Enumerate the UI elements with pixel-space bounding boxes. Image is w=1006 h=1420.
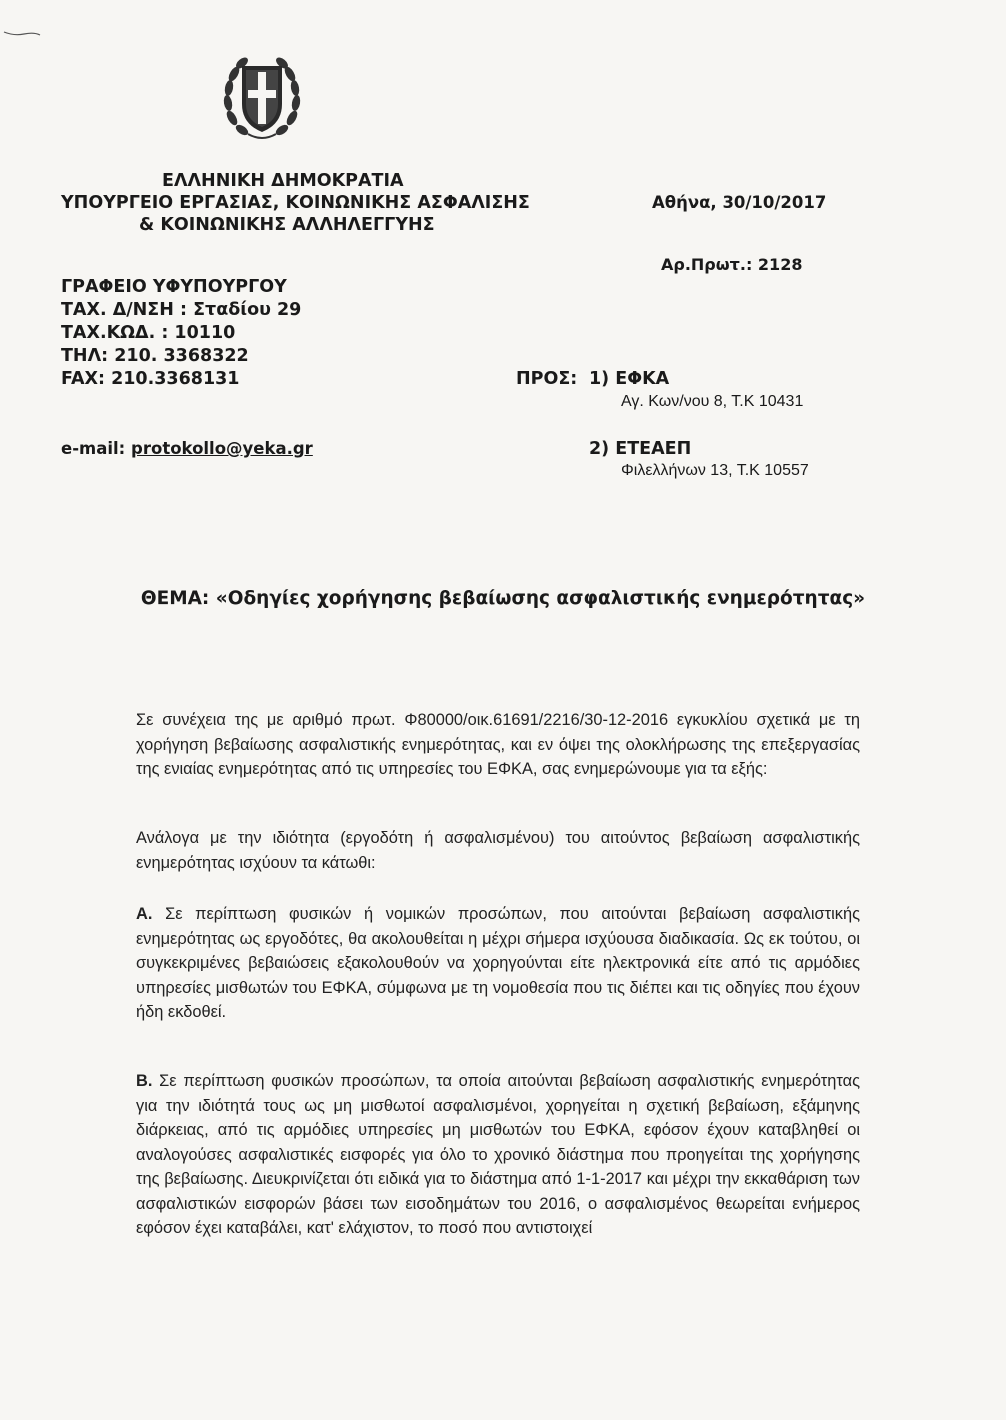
recipients-label: ΠΡΟΣ:	[516, 369, 578, 389]
recipient-1-name: 1) ΕΦΚΑ	[589, 369, 670, 389]
recipient-2-name: 2) ΕΤΕΑΕΠ	[589, 439, 692, 459]
sender-office: ΓΡΑΦΕΙΟ ΥΦΥΠΟΥΡΓΟΥ	[61, 277, 287, 297]
sender-postcode: ΤΑΧ.ΚΩΔ. : 10110	[61, 323, 236, 343]
paragraph-b-label: Β.	[136, 1072, 153, 1090]
paragraph-intro	[136, 708, 860, 782]
republic-name: ΕΛΛΗΝΙΚΗ ΔΗΜΟΚΡΑΤΙΑ	[162, 171, 404, 191]
paragraph-b	[136, 1069, 860, 1241]
email-link[interactable]: protokollo@yeka.gr	[131, 439, 313, 458]
recipient-2-address: Φιλελλήνων 13, Τ.Κ 10557	[621, 462, 809, 479]
pen-mark-icon	[2, 22, 42, 40]
protocol-number: Αρ.Πρωτ.: 2128	[661, 255, 803, 274]
sender-address: ΤΑΧ. Δ/ΝΣΗ : Σταδίου 29	[61, 300, 302, 320]
recipient-1-address: Αγ. Κων/νου 8, Τ.Κ 10431	[621, 393, 804, 410]
paragraph-b-text: Σε περίπτωση φυσικών προσώπων, τα οποία αιτούνται βεβαίωση ασφαλιστικής ενημερότητας για την ιδιότητά τους ως μη μισθωτοί ασφαλισμένοι, χορηγείται η σχετική βεβαίωση, εξάμηνης διάρκειας, από τις αρμόδιες υπηρεσίες μη μισθωτών του ΕΦΚΑ, εφόσον έχουν καταβληθεί οι αναλογούσες ασφαλιστικές εισφορές για όλο το χρονικό διάστημα που προηγείται της χορήγησης της βεβαίωσης. Διευκρινίζεται ότι ειδικά για το διάστημα από 1-1-2017 και μέχρι την εκκαθάριση των ασφαλιστικών εισφορών βάσει των εισοδημάτων του 2016, ο ασφαλισμένος θεωρείται ενήμερος εφόσον έχει καταβάλει, κατ' ελάχιστον, το ποσό που αντιστοιχεί	[136, 1072, 860, 1237]
sender-email-line	[61, 439, 313, 458]
ministry-name-line2: & ΚΟΙΝΩΝΙΚΗΣ ΑΛΛΗΛΕΓΓΥΗΣ	[139, 215, 435, 235]
paragraph-a	[136, 902, 860, 1025]
sender-phone: ΤΗΛ: 210. 3368322	[61, 346, 249, 366]
ministry-name-line1: ΥΠΟΥΡΓΕΙΟ ΕΡΓΑΣΙΑΣ, ΚΟΙΝΩΝΙΚΗΣ ΑΣΦΑΛΙΣΗΣ	[61, 193, 530, 213]
place-date: Αθήνα, 30/10/2017	[652, 193, 827, 212]
paragraph-a-text: Σε περίπτωση φυσικών ή νομικών προσώπων, που αιτούνται βεβαίωση ασφαλιστικής ενημερότητας ως εργοδότες, θα ακολουθείται η μέχρι σήμερα ισχύουσα διαδικασία. Ως εκ τούτου, οι συγκεκριμένες βεβαιώσεις εξακολουθούν να χορηγούνται είτε ηλεκτρονικά είτε από τις αρμόδιες υπηρεσίες μισθωτών του ΕΦΚΑ, σύμφωνα με τη νομοθεσία που τις διέπει και τις οδηγίες που έχουν ήδη εκδοθεί.	[136, 905, 860, 1021]
paragraph-a-label: Α.	[136, 905, 153, 923]
subject-text: ΘΕΜΑ: «Οδηγίες χορήγησης βεβαίωσης ασφαλιστικής ενημερότητας»	[140, 588, 866, 609]
subject-line	[0, 588, 1006, 609]
greek-coat-of-arms-icon	[222, 48, 302, 144]
paragraph-scope-text: Ανάλογα με την ιδιότητα (εργοδότη ή ασφαλισμένου) του αιτούντος βεβαίωση ασφαλιστικής ενημερότητας ισχύουν τα κάτωθι:	[136, 829, 860, 872]
email-label: e-mail:	[61, 439, 132, 458]
sender-fax: FAX: 210.3368131	[61, 369, 240, 389]
paragraph-intro-text: Σε συνέχεια της με αριθμό πρωτ. Φ80000/οικ.61691/2216/30-12-2016 εγκυκλίου σχετικά με τη χορήγηση βεβαίωσης ασφαλιστικής ενημερότητας, και εν όψει της ολοκλήρωσης της επεξεργασίας της ενιαίας ενημερότητας από τις υπηρεσίες του ΕΦΚΑ, σας ενημερώνουμε για τα εξής:	[136, 711, 860, 778]
paragraph-scope	[136, 826, 860, 875]
